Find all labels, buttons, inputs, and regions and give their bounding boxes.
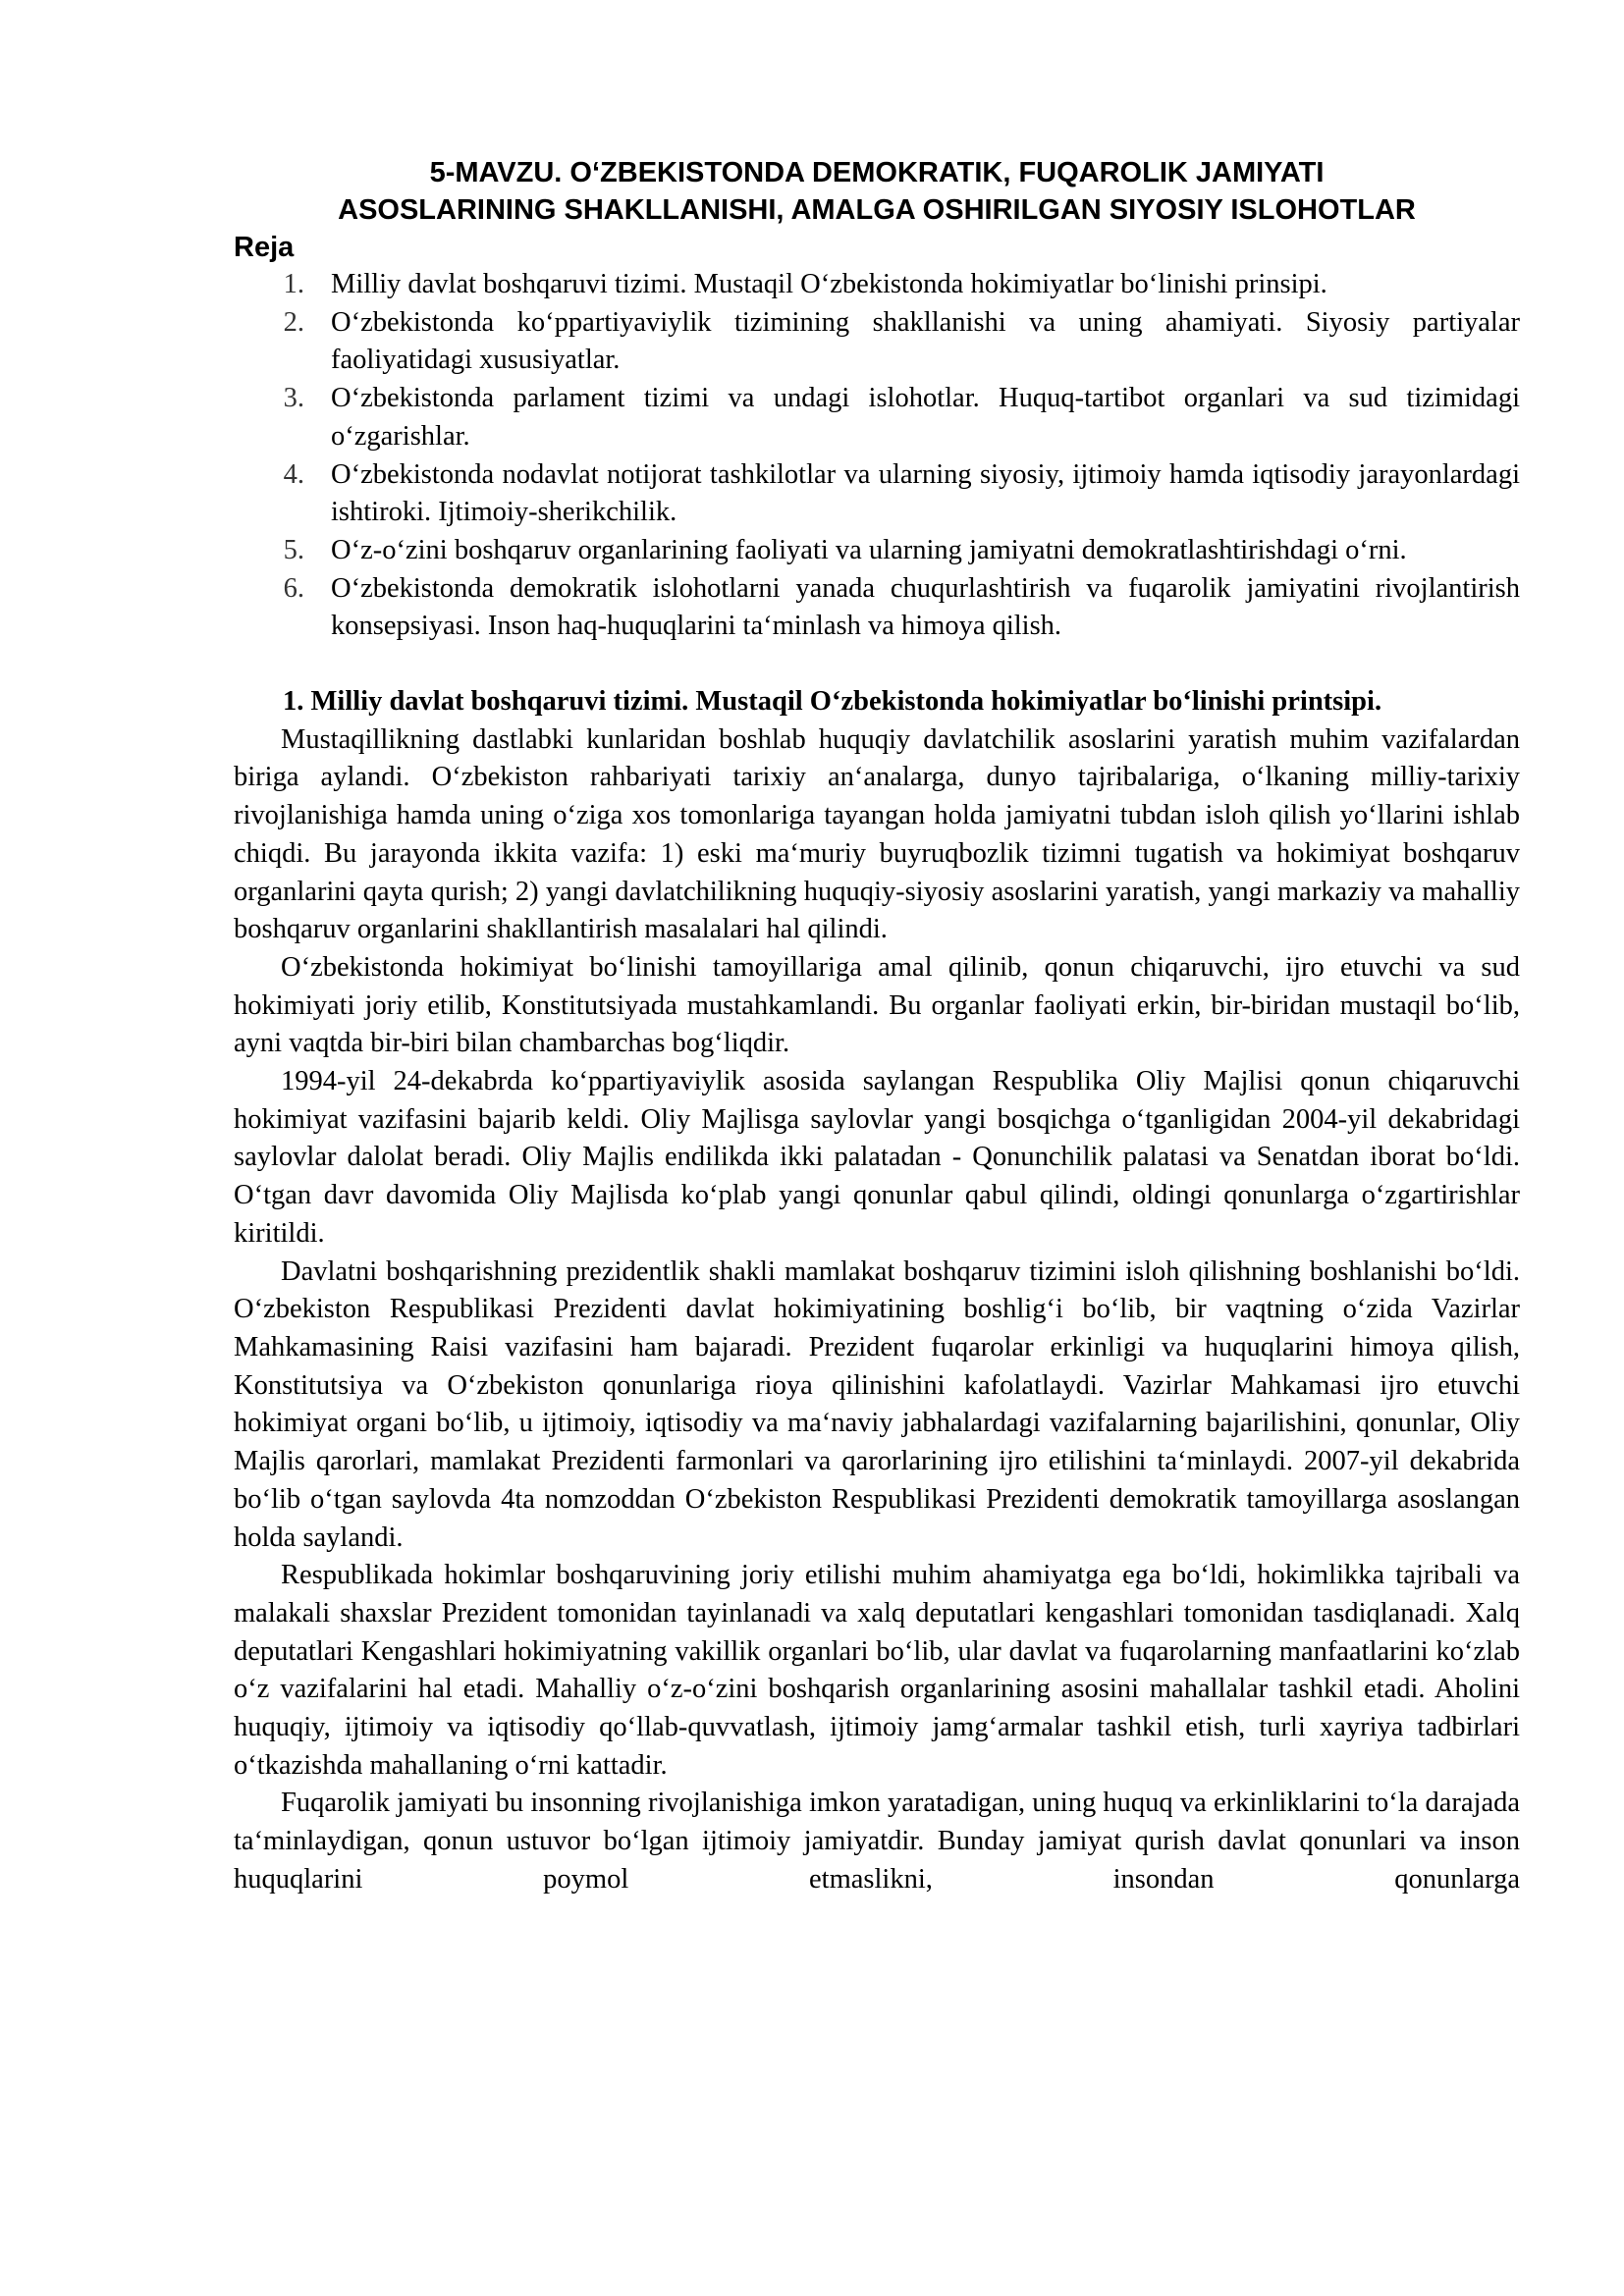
plan-item-4 <box>234 456 1520 532</box>
plan-item-number: 6. <box>283 572 304 604</box>
section-heading: 1. Milliy davlat boshqaruvi tizimi. Mustaqil O‘zbekistonda hokimiyatlar bo‘linishi printsipi. <box>283 686 1382 718</box>
body-paragraph-3: 1994-yil 24-dekabrda ko‘ppartiyaviylik asosida saylangan Respublika Oliy Majlisi qonun chiqaruvchi hokimiyat vazifasini bajarib keldi. Oliy Majlisga saylovlar yangi bosqichga o‘tganligidan 2004-yil dekabridagi saylovlar dalolat beradi. Oliy Majlis endilikda ikki palatadan - Qonunchilik palatasi va Senatdan iborat bo‘ldi. O‘tgan davr davomida Oliy Majlisda ko‘plab yangi qonunlar qabul qilindi, oldingi qonunlarga o‘zgartirishlar kiritildi. <box>234 1066 1520 1249</box>
plan-list <box>234 266 1520 646</box>
plan-item-5 <box>234 532 1520 570</box>
plan-item-number: 5. <box>283 534 304 565</box>
plan-item-number: 1. <box>283 269 304 299</box>
plan-item-text: Milliy davlat boshqaruvi tizimi. Mustaqil O‘zbekistonda hokimiyatlar bo‘linishi prinsipi. <box>331 269 1327 299</box>
body-paragraph-4: Davlatni boshqarishning prezidentlik shakli mamlakat boshqaruv tizimini isloh qilishning boshlanishi bo‘ldi. O‘zbekiston Respublikasi Prezidenti davlat hokimiyatining boshlig‘i bo‘lib, bir vaqtning o‘zida Vazirlar Mahkamasining Raisi vazifasini ham bajaradi. Prezident fuqarolar erkinligi va huquqlarini himoya qilish, Konstitutsiya va O‘zbekiston qonunlariga rioya qilinishini kafolatlaydi. Vazirlar Mahkamasi ijro etuvchi hokimiyat organi bo‘lib, u ijtimoiy, iqtisodiy va ma‘naviy jabhalardagi vazifalarning bajarilishini, qonunlar, Oliy Majlis qarorlari, mamlakat Prezidenti farmonlari va qarorlarining ijro etilishini ta‘minlaydi. 2007-yil dekabrida bo‘lib o‘tgan saylovda 4ta nomzoddan O‘zbekiston Respublikasi Prezidenti demokratik tamoyillarga asoslangan holda saylandi. <box>234 1255 1520 1553</box>
plan-item-3 <box>234 380 1520 455</box>
title-line-2: ASOSLARINING SHAKLLANISHI, AMALGA OSHIRILGAN SIYOSIY ISLOHOTLAR <box>338 194 1416 226</box>
plan-item-1 <box>234 266 1520 304</box>
plan-item-number: 2. <box>283 306 304 338</box>
plan-item-text: O‘zbekistonda ko‘ppartiyaviylik tizimining shakllanishi va uning ahamiyati. Siyosiy partiyalar faoliyatidagi xususiyatlar. <box>331 306 1520 376</box>
plan-item-text: O‘z-o‘zini boshqaruv organlarining faoliyati va ularning jamiyatni demokratlashtirishdagi o‘rni. <box>331 534 1407 565</box>
document-title <box>234 154 1520 229</box>
plan-item-text: O‘zbekistonda demokratik islohotlarni yanada chuqurlashtirish va fuqarolik jamiyatini rivojlantirish konsepsiyasi. Inson haq-huquqlarini ta‘minlash va himoya qilish. <box>331 572 1520 642</box>
plan-heading: Reja <box>234 232 295 263</box>
plan-item-number: 4. <box>283 458 304 490</box>
plan-item-6 <box>234 570 1520 646</box>
plan-item-text: O‘zbekistonda parlament tizimi va undagi islohotlar. Huquq-tartibot organlari va sud tizimidagi o‘zgarishlar. <box>331 383 1520 452</box>
plan-item-2 <box>234 304 1520 380</box>
body-paragraph-2: O‘zbekistonda hokimiyat bo‘linishi tamoyillariga amal qilinib, qonun chiqaruvchi, ijro etuvchi va sud hokimiyati joriy etilib, Konstitutsiyada mustahkamlandi. Bu organlar faoliyati erkin, bir-biridan mustaqil bo‘lib, ayni vaqtda bir-biri bilan chambarchas bog‘liqdir. <box>234 951 1520 1059</box>
body-paragraph-1: Mustaqillikning dastlabki kunlaridan boshlab huquqiy davlatchilik asoslarini yaratish muhim vazifalardan biriga aylandi. O‘zbekiston rahbariyati tarixiy an‘analarga, dunyo tajribalariga, o‘lkaning milliy-tarixiy rivojlanishiga hamda uning o‘ziga xos tomonlariga tayangan holda jamiyatni tubdan isloh qilish yo‘llarini ishlab chiqdi. Bu jarayonda ikkita vazifa: 1) eski ma‘muriy buyruqbozlik tizimni tugatish va hokimiyat boshqaruv organlarini qayta qurish; 2) yangi davlatchilikning huquqiy-siyosiy asoslarini yaratish, yangi markaziy va mahalliy boshqaruv organlarini shakllantirish masalalari hal qilindi. <box>234 723 1520 945</box>
title-line-1: 5-MAVZU. O‘ZBEKISTONDA DEMOKRATIK, FUQAROLIK JAMIYATI <box>429 157 1325 188</box>
body-paragraph-6: Fuqarolik jamiyati bu insonning rivojlanishiga imkon yaratadigan, uning huquq va erkinliklarini to‘la darajada ta‘minlaydigan, qonun ustuvor bo‘lgan ijtimoiy jamiyatdir. Bunday jamiyat qurish davlat qonunlari va inson huquqlarini poymol etmaslikni, insondan qonunlarga <box>234 1788 1520 1895</box>
document-page <box>234 154 1520 1899</box>
body-paragraph-5: Respublikada hokimlar boshqaruvining joriy etilishi muhim ahamiyatga ega bo‘ldi, hokimlikka tajribali va malakali shaxslar Prezident tomonidan tayinlanadi va xalq deputatlari kengashlari tomonidan tasdiqlanadi. Xalq deputatlari Kengashlari hokimiyatning vakillik organlari bo‘lib, ular davlat va fuqarolarning manfaatlarini ko‘zlab o‘z vazifalarini hal etadi. Mahalliy o‘z-o‘zini boshqarish organlarining asosini mahallalar tashkil etadi. Aholini huquqiy, ijtimoiy va iqtisodiy qo‘llab-quvvatlash, ijtimoiy jamg‘armalar tashkil etish, turli xayriya tadbirlari o‘tkazishda mahallaning o‘rni kattadir. <box>234 1560 1520 1781</box>
plan-item-text: O‘zbekistonda nodavlat notijorat tashkilotlar va ularning siyosiy, ijtimoiy hamda iqtisodiy jarayonlardagi ishtiroki. Ijtimoiy-sherikchilik. <box>331 458 1520 528</box>
plan-item-number: 3. <box>283 383 304 414</box>
